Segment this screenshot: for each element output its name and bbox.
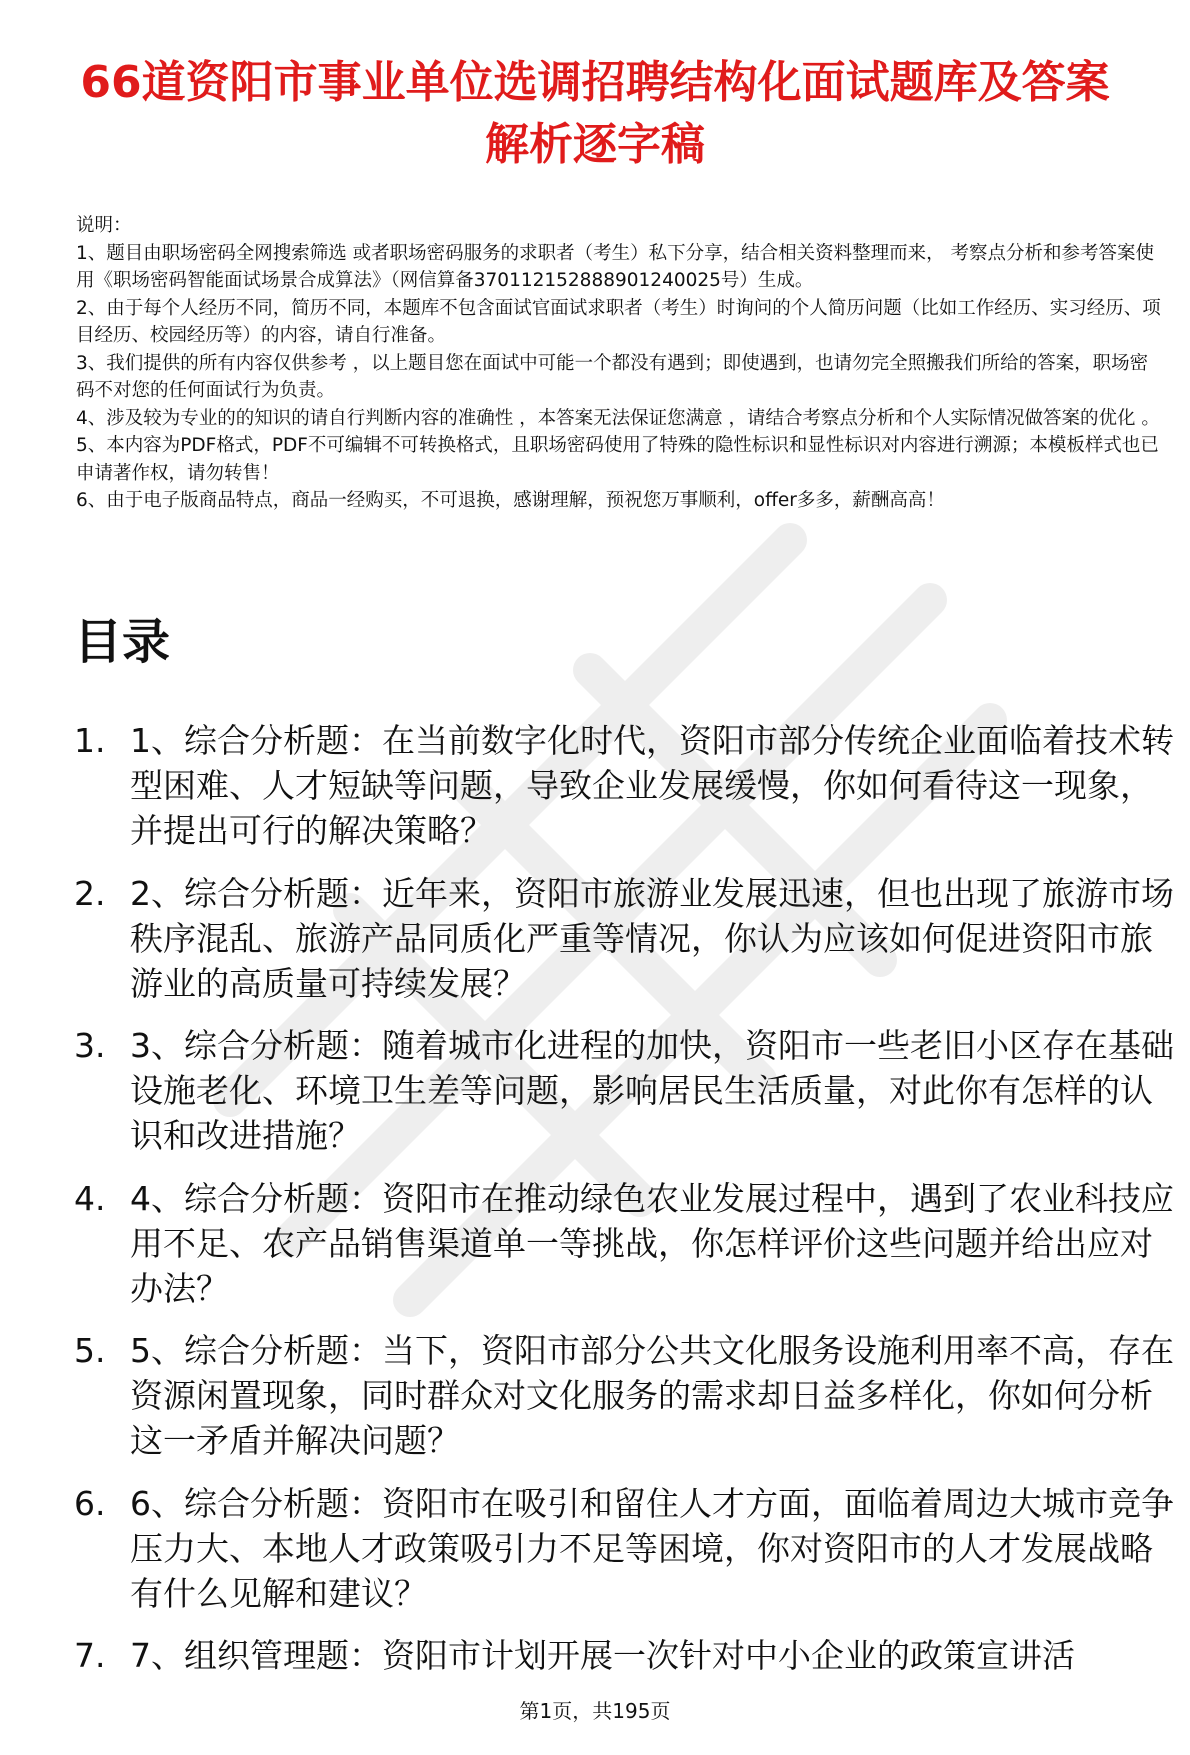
toc-item-number: 5. (74, 1331, 106, 1370)
page-number: 第1页，共195页 (519, 1699, 671, 1723)
toc-item-4[interactable] (74, 1176, 1174, 1311)
note-item-5: 5、本内容为PDF格式，PDF不可编辑不可转换格式，且职场密码使用了特殊的隐性标识和显性标识对内容进行溯源；本模板样式也已申请著作权，请勿转售！ (76, 435, 1159, 484)
note-item-1: 1、题目由职场密码全网搜索筛选 或者职场密码服务的求职者（考生）私下分享，结合相关资料整理而来， 考察点分析和参考答案使用《职场密码智能面试场景合成算法》（网信算备370112152888901240025号）生成。 (76, 242, 1155, 291)
toc-item-6[interactable] (74, 1481, 1174, 1616)
toc-item-number: 6. (74, 1483, 106, 1523)
note-item-6: 6、由于电子版商品特点，商品一经购买，不可退换，感谢理解，预祝您万事顺利，offer多多，薪酬高高！ (76, 490, 945, 511)
toc-item-text[interactable]: 4、综合分析题：资阳市在推动绿色农业发展过程中，遇到了农业科技应用不足、农产品销售渠道单一等挑战，你怎样评价这些问题并给出应对办法？ (130, 1178, 1174, 1308)
toc-item-1[interactable] (74, 718, 1174, 853)
document-title: 66道资阳市事业单位选调招聘结构化面试题库及答案解析逐字稿 (80, 57, 1110, 170)
toc-heading: 目录 (74, 614, 171, 670)
toc-item-number: 7. (74, 1636, 106, 1675)
toc-item-text[interactable]: 2、综合分析题：近年来，资阳市旅游业发展迅速，但也出现了旅游市场秩序混乱、旅游产品同质化严重等情况，你认为应该如何促进资阳市旅游业的高质量可持续发展？ (130, 873, 1174, 1003)
toc-list (74, 718, 1174, 1696)
note-item-2: 2、由于每个人经历不同，简历不同，本题库不包含面试官面试求职者（考生）时询问的个人简历问题（比如工作经历、实习经历、项目经历、校园经历等）的内容，请自行准备。 (76, 297, 1161, 346)
toc-item-5[interactable] (74, 1328, 1174, 1463)
note-item-3: 3、我们提供的所有内容仅供参考 ，以上题目您在面试中可能一个都没有遇到；即使遇到，也请勿完全照搬我们所给的答案，职场密码不对您的任何面试行为负责。 (76, 352, 1149, 401)
toc-item-2[interactable] (74, 871, 1174, 1006)
toc-item-text[interactable]: 3、综合分析题：随着城市化进程的加快，资阳市一些老旧小区存在基础设施老化、环境卫生差等问题，影响居民生活质量，对此你有怎样的认识和改进措施？ (130, 1026, 1174, 1155)
toc-item-text[interactable]: 6、综合分析题：资阳市在吸引和留住人才方面，面临着周边大城市竞争压力大、本地人才政策吸引力不足等困境，你对资阳市的人才发展战略有什么见解和建议？ (130, 1483, 1174, 1613)
toc-item-text[interactable]: 5、综合分析题：当下，资阳市部分公共文化服务设施利用率不高，存在资源闲置现象，同时群众对文化服务的需求却日益多样化，你如何分析这一矛盾并解决问题？ (130, 1331, 1174, 1460)
notes-section (76, 212, 1166, 515)
toc-item-text[interactable]: 7、组织管理题：资阳市计划开展一次针对中小企业的政策宣讲活 (130, 1636, 1075, 1675)
notes-heading: 说明： (76, 215, 132, 236)
toc-item-7[interactable] (74, 1633, 1174, 1678)
toc-item-number: 4. (74, 1178, 106, 1218)
toc-item-number: 2. (74, 873, 106, 913)
toc-item-text[interactable]: 1、综合分析题：在当前数字化时代，资阳市部分传统企业面临着技术转型困难、人才短缺等问题，导致企业发展缓慢，你如何看待这一现象，并提出可行的解决策略？ (130, 721, 1174, 850)
toc-item-number: 1. (74, 721, 106, 760)
toc-item-number: 3. (74, 1026, 106, 1065)
toc-item-3[interactable] (74, 1023, 1174, 1158)
note-item-4: 4、涉及较为专业的的知识的请自行判断内容的准确性 ，本答案无法保证您满意 ，请结合考察点分析和个人实际情况做答案的优化 。 (76, 407, 1160, 429)
